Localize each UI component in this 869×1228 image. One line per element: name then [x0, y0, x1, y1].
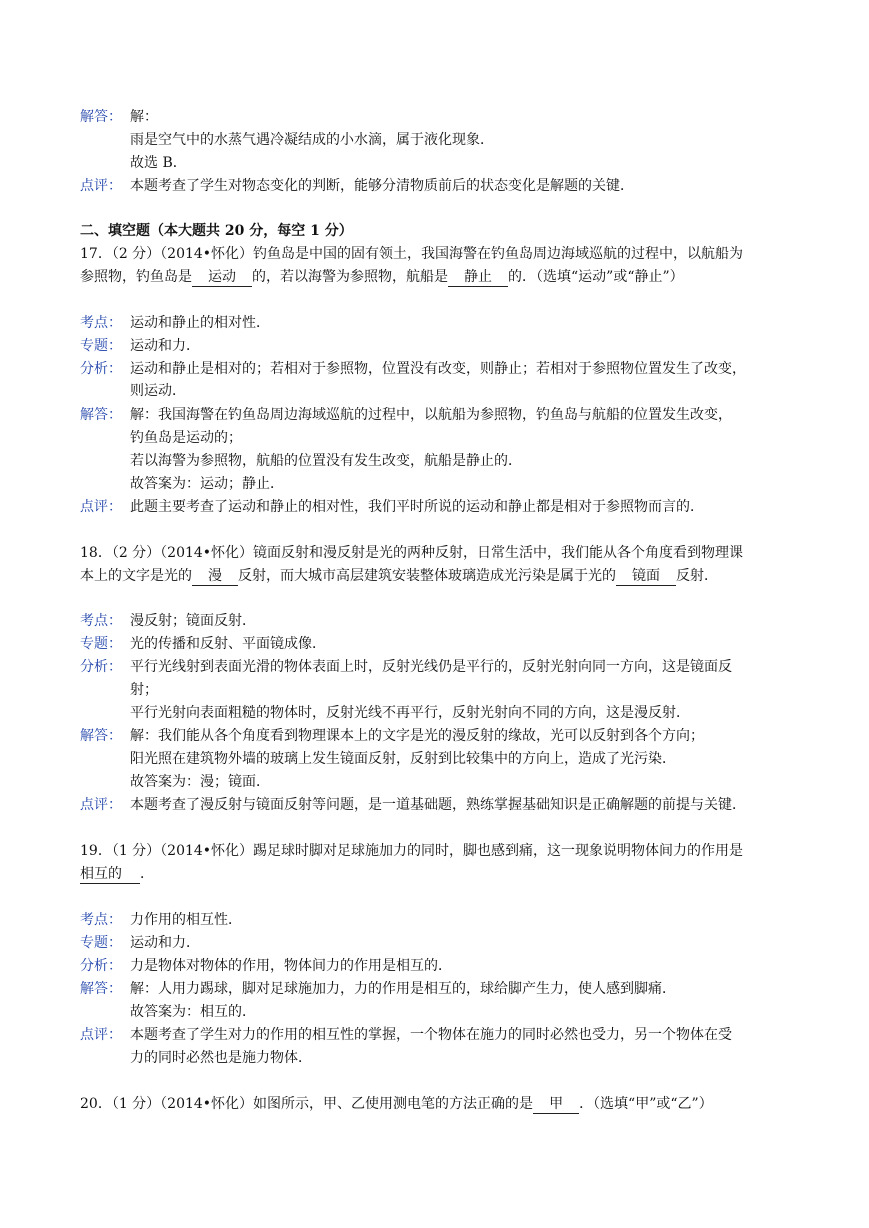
q18-answer-line-3: 故答案为：漫；镜面．	[130, 774, 270, 790]
q18-point: 漫反射；镜面反射．	[130, 613, 256, 629]
q17-stem-line-2	[80, 267, 684, 287]
q18-comment: 本题考查了漫反射与镜面反射等问题，是一道基础题，熟练掌握基础知识是正确解题的前提与关键．	[130, 797, 746, 813]
q16-answer-line-3: 故选 B．	[130, 155, 187, 171]
q17-analysis-line-2: 则运动．	[130, 383, 186, 399]
answer-label: 解答：	[80, 728, 122, 744]
topic-label: 专题：	[80, 935, 122, 951]
q20-stem	[80, 1094, 713, 1114]
q18-stem-text-1: 本上的文字是光的	[80, 568, 192, 584]
q17-stem-text-3: 的．（选填“运动”或“静止”）	[508, 269, 684, 285]
q17-blank-1: 运动	[192, 268, 252, 287]
topic-label: 专题：	[80, 338, 122, 354]
q17-analysis-line-1: 运动和静止是相对的；若相对于参照物，位置没有改变，则静止；若相对于参照物位置发生了改变，	[130, 361, 746, 377]
q18-topic: 光的传播和反射、平面镜成像．	[130, 636, 326, 652]
q17-comment: 此题主要考查了运动和静止的相对性，我们平时所说的运动和静止都是相对于参照物而言的．	[130, 499, 704, 515]
point-label: 考点：	[80, 315, 122, 331]
q18-blank-1: 漫	[192, 567, 238, 586]
q16-comment: 本题考查了学生对物态变化的判断，能够分清物质前后的状态变化是解题的关键．	[130, 178, 634, 194]
q19-stem-line-2	[80, 864, 154, 884]
q19-comment-line-1: 本题考查了学生对力的作用的相互性的掌握，一个物体在施力的同时必然也受力，另一个物体在受	[130, 1027, 732, 1043]
q20-stem-text-2: ．（选填“甲”或“乙”）	[579, 1096, 713, 1112]
q19-answer-line-1: 解：人用力踢球，脚对足球施加力，力的作用是相互的，球给脚产生力，使人感到脚痛．	[130, 981, 676, 997]
answer-label: 解答：	[80, 109, 122, 125]
q17-stem-text-2: 的，若以海警为参照物，航船是	[252, 269, 448, 285]
answer-label: 解答：	[80, 407, 122, 423]
q18-stem-line-2	[80, 566, 718, 586]
section-heading: 二、填空题（本大题共 20 分，每空 1 分）	[80, 223, 353, 239]
q18-stem-line-1: 18．（2 分）（2014•怀化）镜面反射和漫反射是光的两种反射，日常生活中，我们能从各个角度看到物理课	[80, 545, 744, 561]
q17-point: 运动和静止的相对性．	[130, 315, 270, 331]
q17-stem-text-1: 参照物，钓鱼岛是	[80, 269, 192, 285]
q19-analysis: 力是物体对物体的作用，物体间力的作用是相互的．	[130, 958, 452, 974]
q18-stem-text-2: 反射，而大城市高层建筑安装整体玻璃造成光污染是属于光的	[238, 568, 616, 584]
q18-answer-line-2: 阳光照在建筑物外墙的玻璃上发生镜面反射，反射到比较集中的方向上，造成了光污染．	[130, 751, 676, 767]
q17-blank-2: 静止	[448, 268, 508, 287]
comment-label: 点评：	[80, 178, 122, 194]
q18-analysis-line-3: 平行光射向表面粗糙的物体时，反射光线不再平行，反射光射向不同的方向，这是漫反射．	[130, 705, 690, 721]
comment-label: 点评：	[80, 1027, 122, 1043]
q19-topic: 运动和力．	[130, 935, 200, 951]
analysis-label: 分析：	[80, 659, 122, 675]
analysis-label: 分析：	[80, 361, 122, 377]
point-label: 考点：	[80, 912, 122, 928]
q17-answer-line-2: 钓鱼岛是运动的；	[130, 430, 242, 446]
q17-stem-line-1: 17．（2 分）（2014•怀化）钓鱼岛是中国的固有领土，我国海警在钓鱼岛周边海域巡航的过程中，以航船为	[80, 246, 744, 262]
q16-answer-line-1: 解：	[130, 109, 158, 125]
q19-stem-text-2: ．	[140, 866, 154, 882]
comment-label: 点评：	[80, 797, 122, 813]
q18-analysis-line-2: 射；	[130, 682, 158, 698]
q19-answer-line-2: 故答案为：相互的．	[130, 1004, 256, 1020]
q20-stem-text-1: 20．（1 分）（2014•怀化）如图所示，甲、乙使用测电笔的方法正确的是	[80, 1096, 534, 1112]
q20-blank-1: 甲	[533, 1095, 579, 1114]
q17-answer-line-1: 解：我国海警在钓鱼岛周边海域巡航的过程中，以航船为参照物，钓鱼岛与航船的位置发生改变，	[130, 407, 732, 423]
q18-blank-2: 镜面	[616, 567, 676, 586]
q19-stem-line-1: 19．（1 分）（2014•怀化）踢足球时脚对足球施加力的同时，脚也感到痛，这一现象说明物体间力的作用是	[80, 843, 744, 859]
answer-label: 解答：	[80, 981, 122, 997]
q19-blank-1: 相互的	[80, 865, 140, 884]
q18-answer-line-1: 解：我们能从各个角度看到物理课本上的文字是光的漫反射的缘故，光可以反射到各个方向；	[130, 728, 704, 744]
analysis-label: 分析：	[80, 958, 122, 974]
topic-label: 专题：	[80, 636, 122, 652]
point-label: 考点：	[80, 613, 122, 629]
q17-answer-line-3: 若以海警为参照物，航船的位置没有发生改变，航船是静止的．	[130, 453, 522, 469]
q17-topic: 运动和力．	[130, 338, 200, 354]
q18-analysis-line-1: 平行光线射到表面光滑的物体表面上时，反射光线仍是平行的，反射光射向同一方向，这是镜面反	[130, 659, 732, 675]
q17-answer-line-4: 故答案为：运动；静止．	[130, 476, 284, 492]
q19-comment-line-2: 力的同时必然也是施力物体．	[130, 1050, 312, 1066]
comment-label: 点评：	[80, 499, 122, 515]
q16-answer-line-2: 雨是空气中的水蒸气遇冷凝结成的小水滴，属于液化现象．	[130, 132, 494, 148]
q19-point: 力作用的相互性．	[130, 912, 242, 928]
q18-stem-text-3: 反射．	[676, 568, 718, 584]
